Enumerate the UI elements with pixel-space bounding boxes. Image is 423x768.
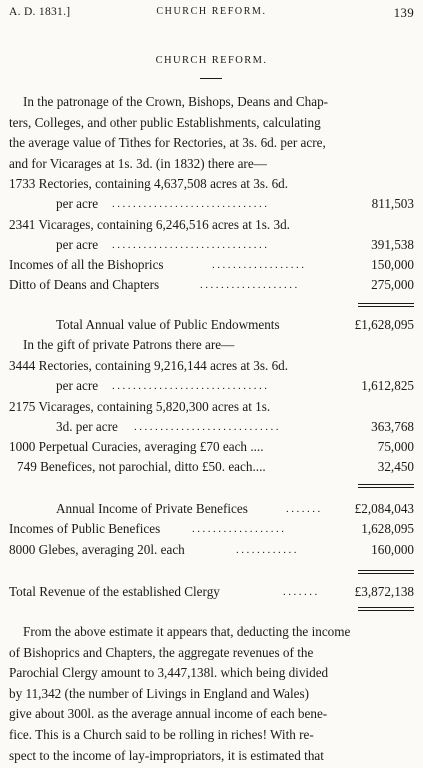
grand-total-block xyxy=(0,582,423,602)
sum-rule xyxy=(358,607,414,611)
private-heading: In the gift of private Patrons there are— xyxy=(23,337,235,353)
row-label: per acre xyxy=(56,196,99,212)
table-row xyxy=(0,356,423,376)
row-amount: 811,503 xyxy=(371,196,414,212)
row-amount: 75,000 xyxy=(377,439,414,455)
dot-leader: ................... xyxy=(200,279,300,292)
total-label: Annual Income of Private Benefices xyxy=(56,501,248,516)
dot-leader: ............ xyxy=(236,543,299,556)
title-rule xyxy=(200,78,222,79)
table-row xyxy=(0,457,423,477)
sum-rule xyxy=(358,484,414,488)
closing-line: by 11,342 (the number of Livings in England and Wales) xyxy=(9,685,309,701)
table-row xyxy=(0,235,423,255)
table-row xyxy=(0,540,423,560)
row-label: 1000 Perpetual Curacies, averaging £70 each .... xyxy=(9,439,264,455)
row-label: 8000 Glebes, averaging 20l. each xyxy=(9,541,185,557)
table-row xyxy=(0,194,423,214)
dot-leader: .................. xyxy=(212,259,307,272)
intro-line: and for Vicarages at 1s. 3d. (in 1832) there are— xyxy=(9,155,267,171)
closing-line: spect to the income of lay-impropriators, it is estimated that xyxy=(9,747,324,763)
dot-leader: ....... xyxy=(283,586,320,598)
private-total-block xyxy=(0,499,423,560)
row-label: 749 Benefices, not parochial, ditto £50. each.... xyxy=(17,459,266,475)
row-amount: 32,450 xyxy=(377,459,414,475)
intro-line: the average value of Tithes for Rectories, at 3s. 6d. per acre, xyxy=(9,135,326,150)
row-label: Incomes of Public Benefices xyxy=(9,521,161,537)
table-row xyxy=(0,215,423,235)
sum-rule xyxy=(358,570,414,574)
dot-leader: ............................ xyxy=(134,420,281,433)
row-label: 1733 Rectories, containing 4,637,508 acres at 3s. 6d. xyxy=(9,176,289,191)
row-amount: 1,612,825 xyxy=(361,378,414,394)
total-row xyxy=(0,315,423,335)
running-header xyxy=(9,6,414,22)
public-total xyxy=(0,315,423,356)
header-title: CHURCH REFORM. xyxy=(156,6,267,17)
table-row xyxy=(0,437,423,457)
total-row xyxy=(0,499,423,519)
row-label: 2341 Vicarages, containing 6,246,516 acres at 1s. 3d. xyxy=(9,216,290,232)
table-row xyxy=(0,275,423,295)
closing-line: Parochial Clergy amount to 3,447,138l. which being divided xyxy=(9,665,329,681)
intro-paragraph xyxy=(9,92,414,174)
closing-line: give about 300l. as the average annual income of each bene- xyxy=(9,706,328,722)
total-amount: £2,084,043 xyxy=(354,501,414,516)
public-endowments-table xyxy=(0,174,423,296)
row-label: 2175 Vicarages, containing 5,820,300 acres at 1s. xyxy=(9,398,271,414)
intro-line: ters, Colleges, and other public Establishments, calculating xyxy=(9,114,321,130)
closing-line: of Bishoprics and Chapters, the aggregate revenues of the xyxy=(9,644,314,660)
table-row xyxy=(0,174,423,194)
section-title: CHURCH REFORM. xyxy=(155,55,268,66)
row-amount: 391,538 xyxy=(371,236,414,252)
table-row xyxy=(0,417,423,437)
table-row xyxy=(0,519,423,539)
closing-line: From the above estimate it appears that, deducting the income xyxy=(23,624,351,639)
dot-leader: .............................. xyxy=(112,238,270,251)
grand-total-label: Total Revenue of the established Clergy xyxy=(9,584,220,599)
row-amount: 363,768 xyxy=(371,418,414,434)
subheading-row xyxy=(0,335,423,355)
row-amount: 1,628,095 xyxy=(361,521,414,537)
row-amount: 275,000 xyxy=(371,277,414,293)
row-label: per acre xyxy=(56,378,99,394)
row-label: Ditto of Deans and Chapters xyxy=(9,277,160,293)
table-row xyxy=(0,255,423,275)
table-row xyxy=(0,397,423,417)
grand-total-amount: £3,872,138 xyxy=(354,584,414,599)
row-label: 3d. per acre xyxy=(56,418,118,434)
row-label: 3444 Rectories, containing 9,216,144 acres at 3s. 6d. xyxy=(9,358,289,373)
header-date: A. D. 1831.] xyxy=(9,6,71,18)
page-number: 139 xyxy=(393,5,414,20)
row-amount: 160,000 xyxy=(371,541,414,557)
row-label: Incomes of all the Bishoprics xyxy=(9,257,164,273)
sum-rule xyxy=(358,303,414,307)
private-patrons-table xyxy=(0,356,423,478)
closing-paragraph xyxy=(9,622,414,766)
total-label: Total Annual value of Public Endowments xyxy=(56,317,280,332)
closing-line: fice. This is a Church said to be rolling in riches! With re- xyxy=(9,726,314,742)
dot-leader: .............................. xyxy=(112,198,270,211)
row-label: per acre xyxy=(56,236,99,252)
dot-leader: ....... xyxy=(286,503,323,515)
table-row xyxy=(0,376,423,396)
dot-leader: .................. xyxy=(192,523,287,536)
dot-leader: .............................. xyxy=(112,380,270,393)
row-amount: 150,000 xyxy=(371,257,414,273)
grand-total-row xyxy=(0,582,423,602)
total-amount: £1,628,095 xyxy=(354,317,414,332)
intro-line: In the patronage of the Crown, Bishops, Deans and Chap- xyxy=(23,94,329,109)
